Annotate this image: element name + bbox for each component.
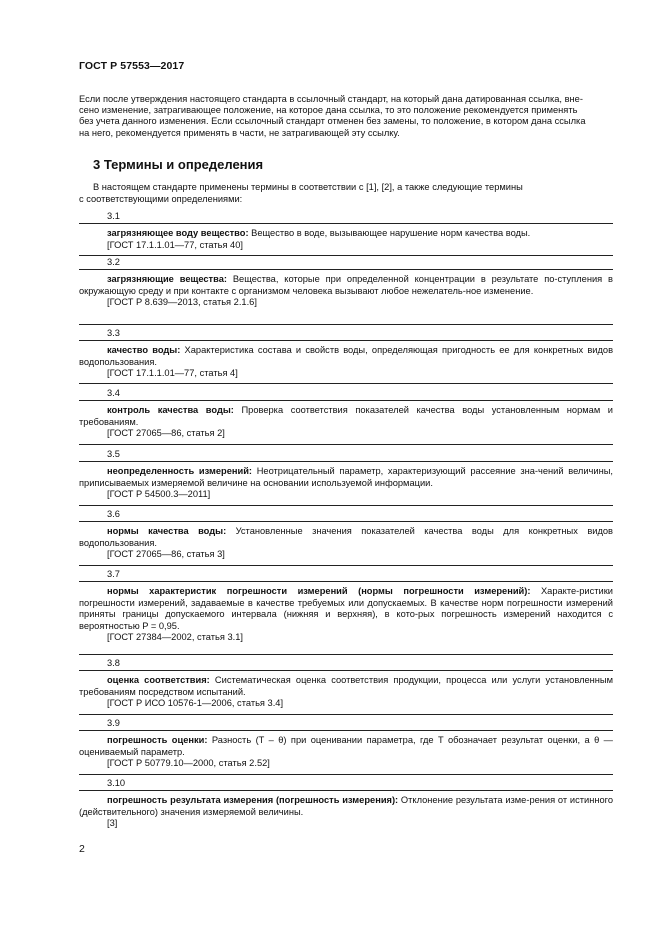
intro-line: Если после утверждения настоящего стандарта в ссылочный стандарт, на который дана датированная ссылка, вне- bbox=[79, 94, 583, 104]
term-text: Разность (T – θ) при оценивании параметра, где T обозначает результат оценки, а θ — оцениваемый параметр. bbox=[79, 735, 613, 757]
term-number: 3.7 bbox=[107, 569, 120, 579]
term-reference: [ГОСТ Р 8.639—2013, статья 2.1.6] bbox=[107, 297, 257, 308]
term-entry bbox=[79, 730, 613, 775]
lead-line: В настоящем стандарте применены термины в соответствии с [1], [2], а также следующие термины bbox=[93, 182, 523, 192]
term-entry bbox=[79, 269, 613, 325]
page-number: 2 bbox=[79, 843, 85, 855]
term-number: 3.8 bbox=[107, 658, 120, 668]
term-number: 3.5 bbox=[107, 449, 120, 459]
term-entry bbox=[79, 461, 613, 506]
term-reference: [ГОСТ Р 50779.10—2000, статья 2.52] bbox=[107, 758, 270, 769]
term-name: погрешность результата измерения (погрешность измерения): bbox=[107, 795, 399, 805]
term-entry bbox=[79, 521, 613, 566]
term-reference: [ГОСТ 27384—2002, статья 3.1] bbox=[107, 632, 243, 643]
term-definition bbox=[79, 675, 613, 698]
term-definition bbox=[79, 466, 613, 489]
term-entry bbox=[79, 400, 613, 445]
term-name: погрешность оценки: bbox=[107, 735, 208, 745]
term-text: Отклонение результата изме-рения от истинного (действительного) значения измеряемой величины. bbox=[79, 795, 613, 817]
term-definition bbox=[79, 228, 613, 240]
term-text: Характеристика состава и свойств воды, определяющая пригодность ее для конкретных видов водопользования. bbox=[79, 345, 614, 367]
term-reference: [3] bbox=[107, 818, 118, 829]
term-definition bbox=[79, 274, 613, 297]
term-definition bbox=[79, 526, 613, 549]
term-entry bbox=[79, 340, 613, 384]
term-reference: [ГОСТ Р 54500.3—2011] bbox=[107, 489, 211, 500]
term-definition bbox=[79, 735, 613, 758]
intro-line: сено изменение, затрагивающее положение, на которое дана ссылка, то это положение рекомендуется применять bbox=[79, 105, 578, 116]
term-name: загрязняющие вещества: bbox=[107, 274, 227, 284]
term-name: оценка соответствия: bbox=[107, 675, 210, 685]
term-text: Вещества, которые при определенной концентрации в результате по-ступления в окружающую среду и при контакте с организмом человека вызывают любое нежелатель-ное изменение. bbox=[79, 274, 613, 296]
term-text: Характе-ристики погрешности измерений, задаваемые в качестве требуемых или допускаемых. В качестве норм погрешности измерений приняты границы допускаемого интервала (нижняя и верхняя), в кото-рых погрешность измерений находится с вероятностью P = 0,95. bbox=[79, 586, 613, 631]
intro-paragraph bbox=[79, 94, 613, 139]
intro-line: без учета данного изменения. Если ссылочный стандарт отменен без замены, то положение, в котором дана ссылка bbox=[79, 116, 586, 127]
term-number: 3.6 bbox=[107, 509, 120, 519]
term-number: 3.1 bbox=[107, 211, 120, 221]
term-entry bbox=[79, 223, 613, 256]
term-entry bbox=[79, 790, 613, 835]
term-name: нормы качества воды: bbox=[107, 526, 227, 536]
term-definition bbox=[79, 795, 613, 818]
term-entry bbox=[79, 670, 613, 715]
term-definition bbox=[79, 345, 613, 368]
term-name: нормы характеристик погрешности измерений (нормы погрешности измерений): bbox=[107, 586, 531, 596]
term-name: контроль качества воды: bbox=[107, 405, 234, 415]
term-reference: [ГОСТ 17.1.1.01—77, статья 40] bbox=[107, 239, 243, 250]
lead-line: с соответствующими определениями: bbox=[79, 193, 243, 204]
lead-paragraph bbox=[79, 182, 613, 205]
term-number: 3.10 bbox=[107, 778, 126, 788]
term-name: качество воды: bbox=[107, 345, 181, 355]
term-number: 3.9 bbox=[107, 718, 120, 728]
term-reference: [ГОСТ Р ИСО 10576-1—2006, статья 3.4] bbox=[107, 698, 284, 709]
term-definition bbox=[79, 586, 613, 632]
term-number: 3.4 bbox=[107, 388, 120, 398]
section-title: 3 Термины и определения bbox=[93, 157, 264, 172]
term-definition bbox=[79, 405, 613, 428]
term-number: 3.3 bbox=[107, 328, 120, 338]
term-reference: [ГОСТ 27065—86, статья 3] bbox=[107, 549, 225, 560]
term-text: Систематическая оценка соответствия продукции, процесса или услуги установленным требованиям посредством испытаний. bbox=[79, 675, 614, 697]
term-text: Проверка соответствия показателей качества воды установленным нормам и требованиям. bbox=[79, 405, 613, 427]
term-reference: [ГОСТ 17.1.1.01—77, статья 4] bbox=[107, 368, 238, 379]
term-name: неопределенность измерений: bbox=[107, 466, 253, 476]
term-name: загрязняющее воду вещество: bbox=[107, 228, 249, 238]
intro-line: на него, рекомендуется применять в части, не затрагивающей эту ссылку. bbox=[79, 127, 400, 138]
document-header: ГОСТ Р 57553—2017 bbox=[79, 60, 185, 72]
term-text: Неотрицательный параметр, характеризующий рассеяние зна-чений величины, приписываемых измеряемой величине на основании используемой информации. bbox=[79, 466, 613, 488]
term-reference: [ГОСТ 27065—86, статья 2] bbox=[107, 428, 225, 439]
term-entry bbox=[79, 581, 613, 655]
term-text: Установленные значения показателей качества воды для конкретных видов водопользования. bbox=[79, 526, 613, 548]
term-number: 3.2 bbox=[107, 257, 120, 267]
term-text: Вещество в воде, вызывающее нарушение норм качества воды. bbox=[248, 228, 531, 238]
